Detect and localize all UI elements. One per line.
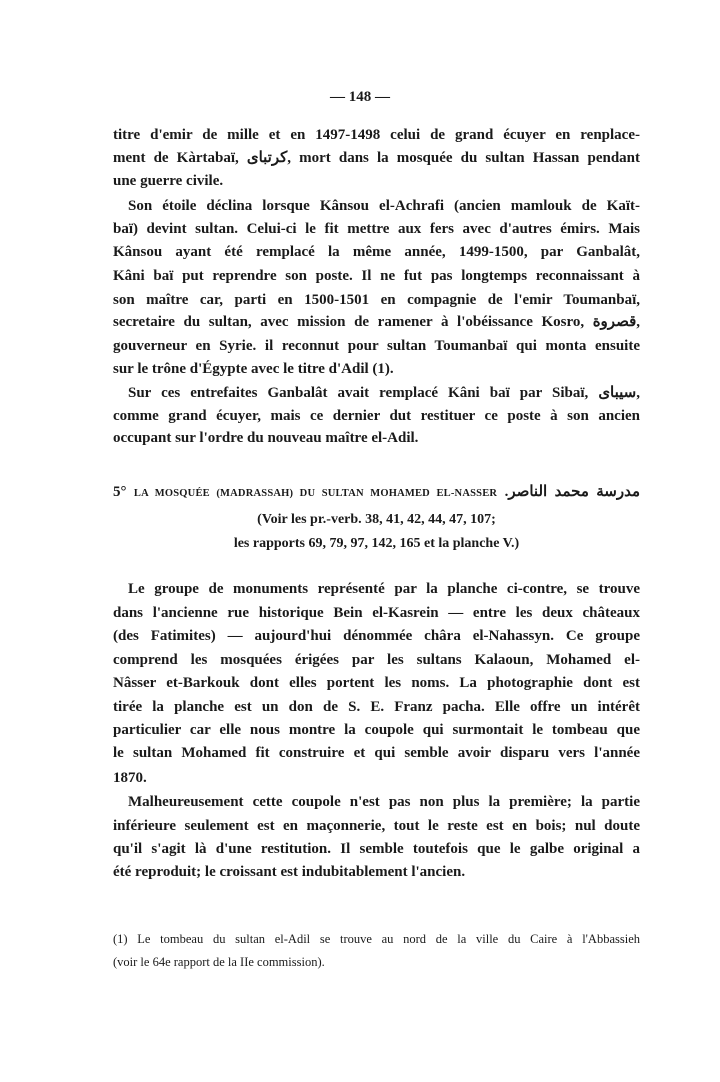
text-line: Kânsou ayant été remplacé la même année, 1499-1500, par Ganbalât, xyxy=(113,244,640,260)
text-line: Son étoile déclina lorsque Kânsou el-Achrafi (ancien mamlouk de Kaït- xyxy=(128,198,640,214)
reference-line: (Voir les pr.-verb. 38, 41, 42, 44, 47, 107; xyxy=(257,512,496,527)
section-title: LA MOSQUÉE (MADRASSAH) DU SULTAN MOHAMED EL-NASSER xyxy=(133,488,498,499)
text-line: secretaire du sultan, avec mission de ramener à l'obéissance Kosro, قصروة, xyxy=(113,314,640,330)
section-arabic-title: مدرسة محمد الناصر. xyxy=(504,484,641,500)
text-line: 1870. xyxy=(113,770,147,786)
text-line: sur le trône d'Égypte avec le titre d'Adil (1). xyxy=(113,361,394,377)
text-line: comprend les mosquées érigées par les sultans Kalaoun, Mohamed el- xyxy=(113,652,640,668)
text-line: Nâsser et-Barkouk dont elles portent les noms. La photographie dont est xyxy=(113,675,640,691)
text-line: Le groupe de monuments représenté par la planche ci-contre, se trouve xyxy=(128,581,640,597)
text-line: ment de Kàrtabaï, كرتباى, mort dans la mosquée du sultan Hassan pendant xyxy=(113,150,640,166)
text-line: Sur ces entrefaites Ganbalât avait remplacé Kâni baï par Sibaï, سيباى, xyxy=(128,385,640,401)
text-line: titre d'emir de mille et en 1497-1498 celui de grand écuyer en renplace- xyxy=(113,127,640,143)
text-line: dans l'ancienne rue historique Bein el-Kasrein — entre les deux châteaux xyxy=(113,605,640,621)
footnote-line: (1) Le tombeau du sultan el-Adil se trouve au nord de la ville du Caire à l'Abbassieh xyxy=(113,932,640,946)
text-line: gouverneur en Syrie. il reconnut pour sultan Toumanbaï qui monta ensuite xyxy=(113,338,640,354)
text-line: baï) devint sultan. Celui-ci le fit mettre aux fers avec d'autres émirs. Mais xyxy=(113,221,640,237)
reference-line: les rapports 69, 79, 97, 142, 165 et la planche V.) xyxy=(233,536,520,551)
text-line: qu'il s'agit là d'une restitution. Il semble toutefois que le galbe original a xyxy=(113,841,640,857)
text-line: son maître car, parti en 1500-1501 en compagnie de l'emir Toumanbaï, xyxy=(113,292,640,308)
section-number: 5° xyxy=(113,484,127,500)
text-line: (des Fatimites) — aujourd'hui dénommée châra el-Nahassyn. Ce groupe xyxy=(113,628,640,644)
page-number: — 148 — xyxy=(330,89,390,105)
text-line: une guerre civile. xyxy=(113,173,224,189)
text-line: particulier car elle nous montre la coupole qui surmontait le tombeau que xyxy=(113,722,640,738)
text-line: Kâni baï put reprendre son poste. Il ne fut pas longtemps reconnaissant à xyxy=(113,268,640,284)
text-line: comme grand écuyer, mais ce dernier dut restituer ce poste à son ancien xyxy=(113,408,640,424)
section-heading xyxy=(113,482,640,501)
text-line: tirée la planche est un don de S. E. Franz pacha. Elle offre un intérêt xyxy=(113,699,640,715)
text-line: inférieure seulement est en maçonnerie, tout le reste est en bois; nul doute xyxy=(113,818,640,834)
text-line: le sultan Mohamed fit construire et qui semble avoir disparu vers l'année xyxy=(113,745,640,761)
text-line: été reproduit; le croissant est indubitablement l'ancien. xyxy=(113,864,466,880)
footnote-line: (voir le 64e rapport de la IIe commission). xyxy=(113,955,325,969)
text-line: occupant sur l'ordre du nouveau maître el-Adil. xyxy=(113,430,419,446)
text-line: Malheureusement cette coupole n'est pas non plus la première; la partie xyxy=(128,794,640,810)
